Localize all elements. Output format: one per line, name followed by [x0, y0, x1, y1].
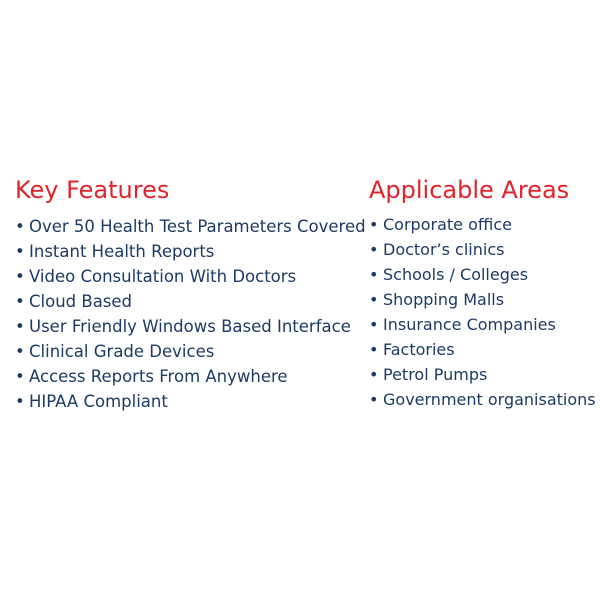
list-item-text: Schools / Colleges [383, 265, 529, 284]
list-item [15, 339, 355, 364]
list-item-text: Petrol Pumps [383, 365, 488, 384]
list-item [15, 364, 355, 389]
list-item [369, 212, 595, 237]
list-item-text: Factories [383, 340, 455, 359]
list-item-text: Access Reports From Anywhere [29, 367, 288, 386]
list-item-text: Corporate office [383, 215, 512, 234]
list-item-text: Doctor’s clinics [383, 240, 505, 259]
list-item [369, 262, 595, 287]
list-item [369, 337, 595, 362]
list-item [369, 362, 595, 387]
list-item [15, 214, 366, 239]
list-item-text: Instant Health Reports [29, 242, 215, 261]
list-item [369, 387, 595, 412]
key-features-section [15, 174, 366, 414]
list-item [369, 287, 595, 312]
list-item-text: Shopping Malls [383, 290, 505, 309]
list-item-text: Government organisations [383, 390, 596, 409]
list-item-text: User Friendly Windows Based Interface [29, 317, 351, 336]
list-item-text: Insurance Companies [383, 315, 556, 334]
list-item-text: Cloud Based [29, 292, 133, 311]
list-item [15, 239, 355, 264]
list-item [15, 264, 355, 289]
applicable-areas-section [369, 174, 595, 412]
list-item-text: Video Consultation With Doctors [29, 267, 297, 286]
list-item [15, 289, 355, 314]
applicable-areas-heading: Applicable Areas [369, 176, 570, 204]
list-item [15, 389, 355, 414]
list-item [15, 314, 355, 339]
list-item [369, 312, 595, 337]
key-features-list [15, 214, 366, 414]
list-item-text: Over 50 Health Test Parameters Covered [29, 217, 366, 236]
applicable-areas-list [369, 212, 595, 412]
list-item-text: Clinical Grade Devices [29, 342, 215, 361]
key-features-heading: Key Features [15, 176, 170, 204]
list-item-text: HIPAA Compliant [29, 392, 168, 411]
list-item [369, 237, 595, 262]
